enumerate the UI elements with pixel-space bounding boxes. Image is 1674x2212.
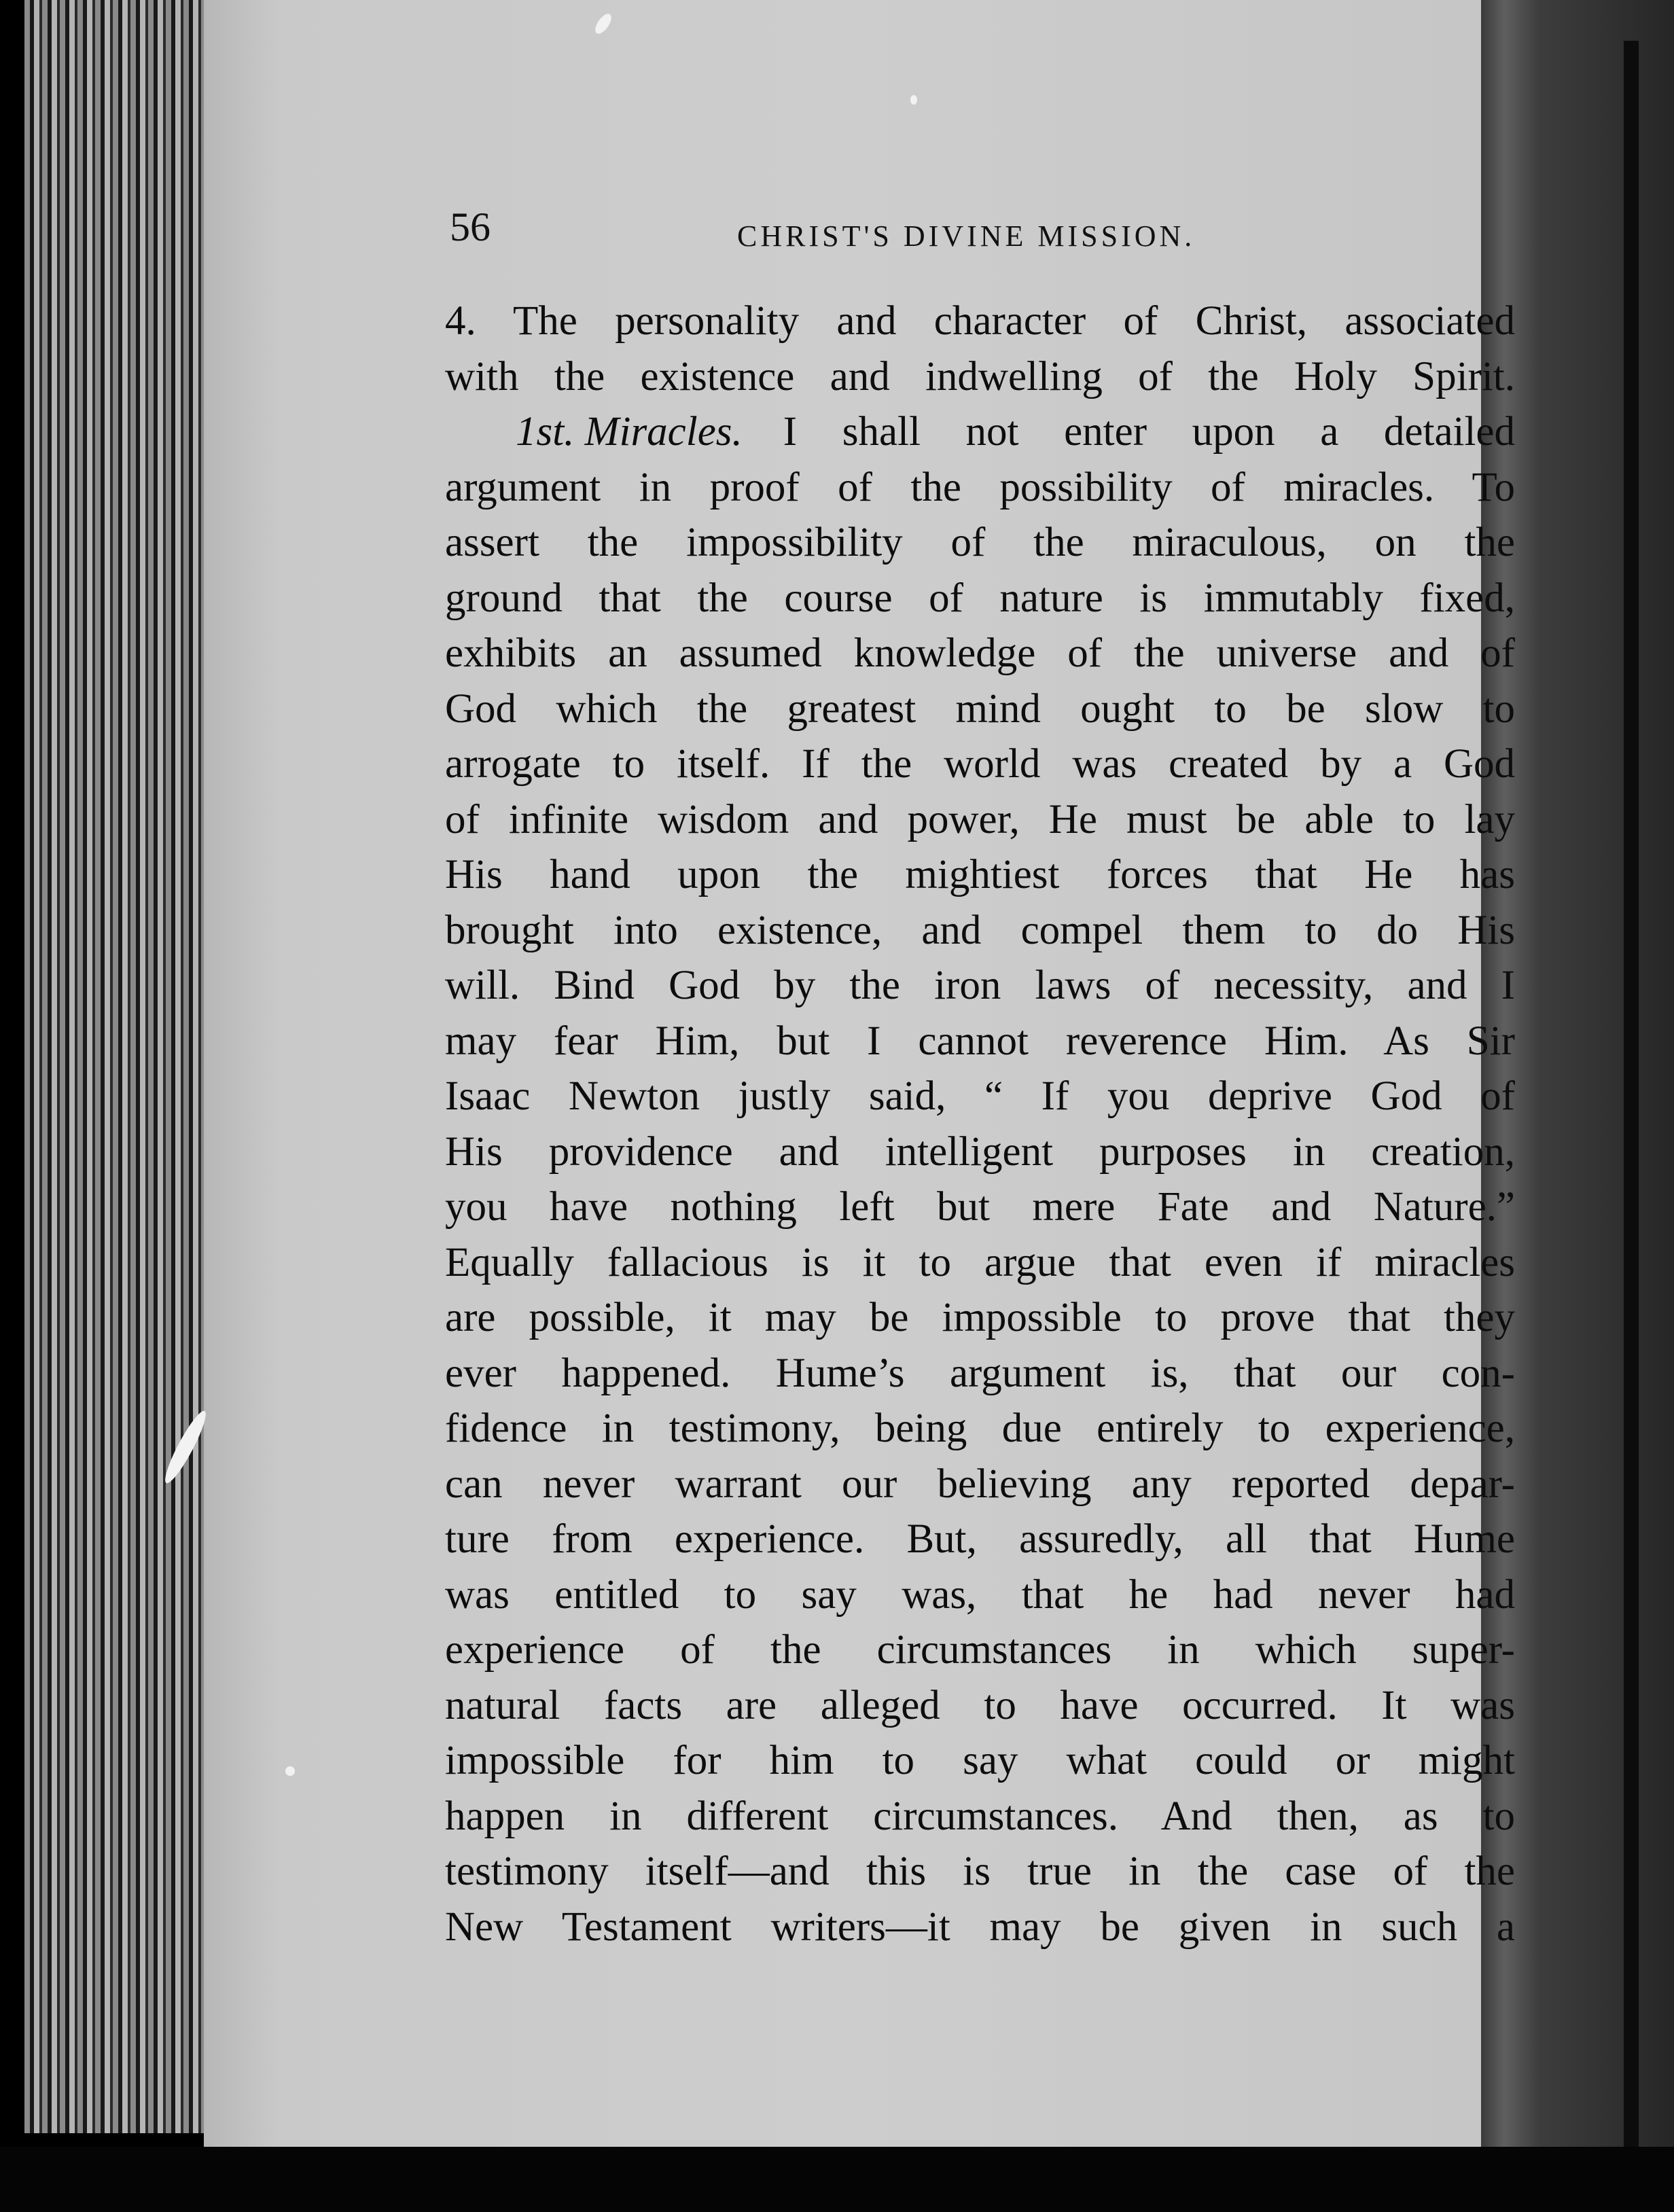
text-line: Isaac Newton justly said, “ If you deprive God of bbox=[445, 1073, 1515, 1119]
scan-bottom-border bbox=[0, 2147, 1674, 2212]
text-line: ever happened. Hume’s argument is, that our con- bbox=[445, 1350, 1515, 1396]
text-line: experience of the circumstances in which super- bbox=[445, 1627, 1515, 1673]
text-line: natural facts are alleged to have occurred. It was bbox=[445, 1682, 1515, 1728]
text-line: His hand upon the mightiest forces that He has bbox=[445, 852, 1515, 897]
text-line: fidence in testimony, being due entirely to experience, bbox=[445, 1406, 1515, 1451]
text-line: of infinite wisdom and power, He must be able to lay bbox=[445, 796, 1515, 842]
text-line: God which the greatest mind ought to be slow to bbox=[445, 685, 1515, 732]
text-line bbox=[445, 404, 1515, 460]
text-line: happen in different circumstances. And then, as to bbox=[445, 1793, 1515, 1839]
text-line: ground that the course of nature is immutably fixed, bbox=[445, 575, 1515, 621]
text-line: was entitled to say was, that he had never had bbox=[445, 1571, 1515, 1618]
text-line: ture from experience. But, assuredly, all that Hume bbox=[445, 1516, 1515, 1562]
text-line-continuation: I shall not enter upon a detailed bbox=[783, 409, 1515, 454]
text-line: impossible for him to say what could or might bbox=[445, 1738, 1515, 1783]
text-line: argument in proof of the possibility of miracles. To bbox=[445, 464, 1515, 510]
text-line: brought into existence, and compel them to do His bbox=[445, 907, 1515, 953]
text-line: can never warrant our believing any reported depar- bbox=[445, 1461, 1515, 1507]
body-text bbox=[445, 293, 1515, 1955]
text-line: testimony itself—and this is true in the case of the bbox=[445, 1849, 1515, 1894]
text-line: arrogate to itself. If the world was created by a God bbox=[445, 741, 1515, 787]
text-line: assert the impossibility of the miraculous, on the bbox=[445, 520, 1515, 565]
text-line: New Testament writers—it may be given in such a bbox=[445, 1904, 1515, 1950]
text-line: Equally fallacious is it to argue that even if miracles bbox=[445, 1239, 1515, 1285]
text-line: 4. The personality and character of Christ, associated bbox=[445, 298, 1515, 344]
text-line: you have nothing left but mere Fate and Nature.” bbox=[445, 1184, 1515, 1230]
running-head: CHRIST'S DIVINE MISSION. bbox=[737, 219, 1196, 253]
binding-shadow bbox=[1624, 41, 1639, 2212]
page-number: 56 bbox=[450, 204, 491, 249]
dust-speck bbox=[910, 95, 917, 105]
text-line: with the existence and indwelling of the Holy Spirit. bbox=[445, 353, 1515, 399]
dust-speck bbox=[285, 1766, 295, 1776]
page-edge-stack bbox=[24, 0, 228, 2133]
text-line: may fear Him, but I cannot reverence Him. As Sir bbox=[445, 1018, 1515, 1064]
text-line: are possible, it may be impossible to prove that they bbox=[445, 1295, 1515, 1340]
text-line: His providence and intelligent purposes in creation, bbox=[445, 1128, 1515, 1175]
text-line: exhibits an assumed knowledge of the universe and of bbox=[445, 630, 1515, 676]
text-line: will. Bind God by the iron laws of necessity, and I bbox=[445, 963, 1515, 1008]
section-heading: 1st. Miracles. bbox=[516, 409, 743, 454]
